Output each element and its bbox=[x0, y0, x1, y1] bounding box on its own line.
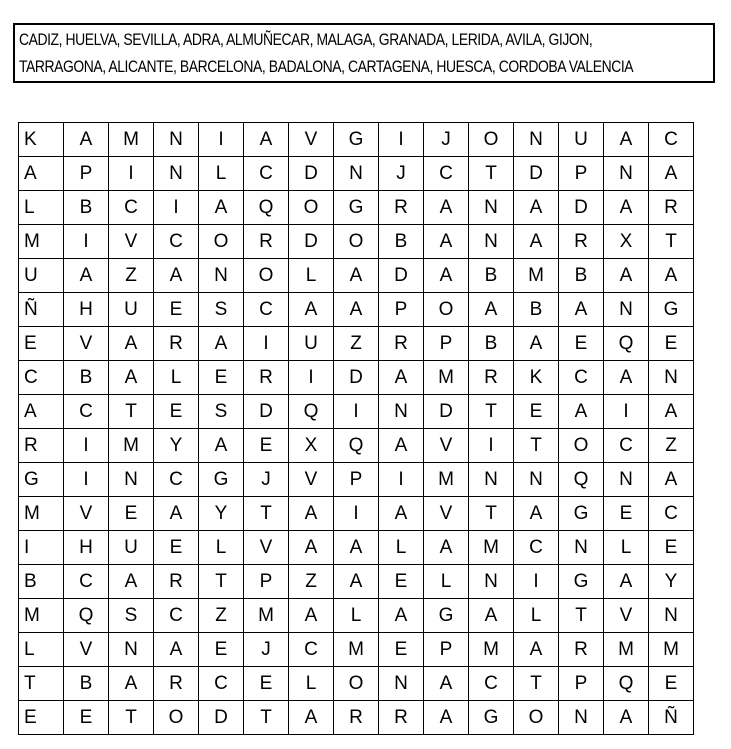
grid-cell: T bbox=[649, 225, 694, 259]
grid-cell: C bbox=[154, 463, 199, 497]
grid-cell: A bbox=[649, 463, 694, 497]
grid-row bbox=[19, 565, 694, 599]
grid-row bbox=[19, 429, 694, 463]
grid-cell: Q bbox=[334, 429, 379, 463]
grid-row bbox=[19, 463, 694, 497]
grid-cell: A bbox=[469, 599, 514, 633]
grid-cell: R bbox=[244, 225, 289, 259]
grid-cell: E bbox=[379, 565, 424, 599]
grid-cell: C bbox=[64, 565, 109, 599]
grid-cell: N bbox=[514, 463, 559, 497]
grid-cell: V bbox=[244, 531, 289, 565]
grid-cell: A bbox=[469, 293, 514, 327]
grid-cell: D bbox=[199, 701, 244, 735]
grid-cell: D bbox=[424, 395, 469, 429]
grid-cell: T bbox=[109, 701, 154, 735]
grid-cell: A bbox=[424, 667, 469, 701]
grid-row bbox=[19, 361, 694, 395]
grid-cell: C bbox=[604, 429, 649, 463]
grid-cell: A bbox=[424, 531, 469, 565]
grid-cell: E bbox=[19, 701, 64, 735]
grid-cell: K bbox=[514, 361, 559, 395]
grid-cell: M bbox=[514, 259, 559, 293]
grid-cell: O bbox=[334, 667, 379, 701]
grid-cell: L bbox=[154, 361, 199, 395]
grid-cell: A bbox=[424, 259, 469, 293]
grid-cell: A bbox=[424, 191, 469, 225]
grid-cell: G bbox=[469, 701, 514, 735]
grid-cell: V bbox=[604, 599, 649, 633]
grid-cell: N bbox=[379, 667, 424, 701]
grid-row bbox=[19, 701, 694, 735]
grid-cell: R bbox=[469, 361, 514, 395]
grid-cell: C bbox=[289, 633, 334, 667]
grid-cell: N bbox=[334, 157, 379, 191]
grid-cell: C bbox=[424, 157, 469, 191]
grid-cell: A bbox=[604, 191, 649, 225]
grid-cell: Z bbox=[334, 327, 379, 361]
grid-cell: T bbox=[514, 429, 559, 463]
grid-cell: L bbox=[424, 565, 469, 599]
grid-cell: A bbox=[604, 701, 649, 735]
grid-cell: A bbox=[154, 633, 199, 667]
grid-cell: O bbox=[559, 429, 604, 463]
grid-cell: C bbox=[559, 361, 604, 395]
grid-cell: A bbox=[514, 497, 559, 531]
grid-cell: A bbox=[649, 395, 694, 429]
grid-cell: R bbox=[559, 225, 604, 259]
grid-cell: A bbox=[289, 293, 334, 327]
grid-cell: X bbox=[289, 429, 334, 463]
grid-cell: E bbox=[154, 395, 199, 429]
grid-cell: A bbox=[154, 497, 199, 531]
grid-cell: N bbox=[109, 633, 154, 667]
grid-cell: L bbox=[19, 191, 64, 225]
grid-cell: A bbox=[334, 565, 379, 599]
word-search-grid bbox=[18, 122, 694, 735]
grid-cell: N bbox=[559, 701, 604, 735]
grid-cell: A bbox=[559, 395, 604, 429]
grid-cell: A bbox=[64, 123, 109, 157]
grid-cell: A bbox=[379, 429, 424, 463]
grid-cell: A bbox=[109, 361, 154, 395]
grid-cell: A bbox=[64, 259, 109, 293]
grid-cell: A bbox=[199, 327, 244, 361]
grid-cell: L bbox=[514, 599, 559, 633]
grid-cell: S bbox=[199, 395, 244, 429]
grid-cell: A bbox=[244, 123, 289, 157]
grid-row bbox=[19, 123, 694, 157]
grid-cell: O bbox=[289, 191, 334, 225]
grid-cell: E bbox=[514, 395, 559, 429]
grid-cell: I bbox=[514, 565, 559, 599]
word-list-line-1: CADIZ, HUELVA, SEVILLA, ADRA, ALMUÑECAR, MALAGA, GRANADA, LERIDA, AVILA, GIJON, bbox=[19, 31, 593, 49]
grid-cell: G bbox=[19, 463, 64, 497]
grid-cell: A bbox=[109, 327, 154, 361]
grid-cell: E bbox=[649, 667, 694, 701]
grid-cell: C bbox=[244, 157, 289, 191]
grid-cell: U bbox=[19, 259, 64, 293]
grid-cell: A bbox=[514, 633, 559, 667]
grid-cell: E bbox=[379, 633, 424, 667]
grid-cell: C bbox=[469, 667, 514, 701]
grid-cell: N bbox=[154, 157, 199, 191]
grid-cell: D bbox=[244, 395, 289, 429]
grid-cell: O bbox=[514, 701, 559, 735]
grid-cell: N bbox=[649, 361, 694, 395]
grid-cell: U bbox=[109, 531, 154, 565]
grid-cell: E bbox=[64, 701, 109, 735]
grid-cell: A bbox=[559, 293, 604, 327]
grid-cell: G bbox=[334, 191, 379, 225]
grid-cell: U bbox=[109, 293, 154, 327]
grid-cell: E bbox=[604, 497, 649, 531]
grid-cell: Y bbox=[154, 429, 199, 463]
grid-cell: E bbox=[199, 361, 244, 395]
grid-cell: D bbox=[379, 259, 424, 293]
grid-cell: A bbox=[604, 565, 649, 599]
grid-cell: P bbox=[244, 565, 289, 599]
grid-cell: G bbox=[649, 293, 694, 327]
grid-cell: I bbox=[64, 429, 109, 463]
grid-cell: A bbox=[199, 191, 244, 225]
grid-cell: V bbox=[289, 463, 334, 497]
grid-cell: E bbox=[244, 429, 289, 463]
grid-cell: E bbox=[199, 633, 244, 667]
grid-cell: B bbox=[64, 361, 109, 395]
grid-cell: M bbox=[109, 123, 154, 157]
grid-cell: P bbox=[559, 157, 604, 191]
grid-cell: Q bbox=[604, 327, 649, 361]
grid-cell: M bbox=[424, 361, 469, 395]
grid-cell: T bbox=[109, 395, 154, 429]
grid-cell: R bbox=[154, 667, 199, 701]
grid-cell: M bbox=[649, 633, 694, 667]
grid-cell: Q bbox=[64, 599, 109, 633]
grid-cell: A bbox=[109, 565, 154, 599]
grid-cell: L bbox=[334, 599, 379, 633]
grid-cell: A bbox=[289, 701, 334, 735]
grid-cell: A bbox=[379, 599, 424, 633]
grid-row bbox=[19, 191, 694, 225]
grid-cell: J bbox=[244, 463, 289, 497]
grid-cell: Z bbox=[109, 259, 154, 293]
grid-cell: D bbox=[559, 191, 604, 225]
grid-cell: G bbox=[424, 599, 469, 633]
grid-cell: D bbox=[289, 157, 334, 191]
grid-cell: L bbox=[19, 633, 64, 667]
grid-cell: I bbox=[604, 395, 649, 429]
grid-row bbox=[19, 667, 694, 701]
grid-cell: A bbox=[334, 293, 379, 327]
grid-cell: I bbox=[64, 225, 109, 259]
grid-cell: R bbox=[154, 565, 199, 599]
grid-cell: I bbox=[334, 395, 379, 429]
grid-cell: R bbox=[154, 327, 199, 361]
grid-cell: C bbox=[649, 497, 694, 531]
grid-cell: T bbox=[244, 701, 289, 735]
grid-cell: T bbox=[469, 497, 514, 531]
grid-cell: G bbox=[559, 565, 604, 599]
grid-cell: R bbox=[379, 191, 424, 225]
grid-cell: C bbox=[199, 667, 244, 701]
grid-cell: R bbox=[559, 633, 604, 667]
grid-row bbox=[19, 633, 694, 667]
grid-cell: A bbox=[379, 361, 424, 395]
grid-cell: J bbox=[379, 157, 424, 191]
grid-cell: V bbox=[64, 497, 109, 531]
grid-cell: A bbox=[199, 429, 244, 463]
grid-cell: J bbox=[244, 633, 289, 667]
grid-cell: O bbox=[154, 701, 199, 735]
grid-cell: V bbox=[64, 633, 109, 667]
grid-cell: C bbox=[154, 225, 199, 259]
grid-cell: E bbox=[154, 531, 199, 565]
grid-cell: M bbox=[19, 225, 64, 259]
grid-cell: E bbox=[559, 327, 604, 361]
grid-cell: D bbox=[514, 157, 559, 191]
grid-cell: Z bbox=[649, 429, 694, 463]
grid-cell: I bbox=[64, 463, 109, 497]
grid-cell: N bbox=[154, 123, 199, 157]
grid-cell: L bbox=[199, 531, 244, 565]
grid-cell: A bbox=[604, 123, 649, 157]
grid-cell: R bbox=[649, 191, 694, 225]
grid-row bbox=[19, 225, 694, 259]
grid-row bbox=[19, 259, 694, 293]
grid-cell: S bbox=[109, 599, 154, 633]
grid-cell: B bbox=[559, 259, 604, 293]
grid-cell: Ñ bbox=[649, 701, 694, 735]
grid-cell: L bbox=[604, 531, 649, 565]
grid-cell: B bbox=[379, 225, 424, 259]
grid-cell: N bbox=[469, 463, 514, 497]
grid-cell: O bbox=[424, 293, 469, 327]
grid-cell: I bbox=[19, 531, 64, 565]
grid-cell: N bbox=[604, 157, 649, 191]
grid-row bbox=[19, 395, 694, 429]
grid-cell: R bbox=[334, 701, 379, 735]
grid-cell: G bbox=[334, 123, 379, 157]
grid-cell: N bbox=[109, 463, 154, 497]
grid-row bbox=[19, 157, 694, 191]
grid-cell: E bbox=[109, 497, 154, 531]
grid-cell: N bbox=[469, 225, 514, 259]
grid-cell: A bbox=[19, 395, 64, 429]
grid-cell: O bbox=[199, 225, 244, 259]
grid-cell: N bbox=[604, 463, 649, 497]
grid-cell: N bbox=[514, 123, 559, 157]
grid-cell: I bbox=[199, 123, 244, 157]
grid-cell: A bbox=[19, 157, 64, 191]
grid-cell: C bbox=[109, 191, 154, 225]
grid-cell: I bbox=[469, 429, 514, 463]
grid-cell: R bbox=[19, 429, 64, 463]
grid-cell: A bbox=[604, 259, 649, 293]
grid-cell: G bbox=[199, 463, 244, 497]
grid-row bbox=[19, 497, 694, 531]
grid-cell: C bbox=[19, 361, 64, 395]
grid-cell: H bbox=[64, 531, 109, 565]
grid-cell: A bbox=[334, 259, 379, 293]
grid-cell: L bbox=[379, 531, 424, 565]
grid-cell: A bbox=[424, 701, 469, 735]
grid-cell: V bbox=[64, 327, 109, 361]
grid-cell: U bbox=[559, 123, 604, 157]
grid-cell: A bbox=[649, 259, 694, 293]
grid-cell: B bbox=[64, 191, 109, 225]
grid-cell: M bbox=[109, 429, 154, 463]
grid-cell: M bbox=[424, 463, 469, 497]
grid-cell: A bbox=[649, 157, 694, 191]
word-list-box bbox=[13, 23, 715, 83]
grid-cell: E bbox=[649, 531, 694, 565]
grid-cell: A bbox=[379, 497, 424, 531]
grid-cell: M bbox=[469, 531, 514, 565]
grid-cell: R bbox=[379, 701, 424, 735]
grid-cell: A bbox=[514, 327, 559, 361]
grid-cell: E bbox=[19, 327, 64, 361]
grid-cell: B bbox=[64, 667, 109, 701]
grid-cell: A bbox=[289, 531, 334, 565]
grid-cell: T bbox=[19, 667, 64, 701]
grid-cell: T bbox=[514, 667, 559, 701]
grid-cell: M bbox=[244, 599, 289, 633]
grid-cell: Y bbox=[199, 497, 244, 531]
grid-cell: M bbox=[19, 599, 64, 633]
grid-cell: A bbox=[289, 599, 334, 633]
grid-cell: N bbox=[604, 293, 649, 327]
word-list-line-2: TARRAGONA, ALICANTE, BARCELONA, BADALONA, CARTAGENA, HUESCA, CORDOBA VALENCIA bbox=[19, 58, 634, 76]
grid-cell: O bbox=[334, 225, 379, 259]
grid-cell: V bbox=[424, 497, 469, 531]
grid-cell: P bbox=[559, 667, 604, 701]
grid-cell: T bbox=[469, 395, 514, 429]
grid-cell: C bbox=[154, 599, 199, 633]
grid-cell: A bbox=[604, 361, 649, 395]
grid-cell: I bbox=[334, 497, 379, 531]
grid-cell: R bbox=[244, 361, 289, 395]
grid-cell: C bbox=[244, 293, 289, 327]
grid-cell: N bbox=[649, 599, 694, 633]
grid-cell: A bbox=[109, 667, 154, 701]
grid-cell: Q bbox=[289, 395, 334, 429]
grid-row bbox=[19, 599, 694, 633]
grid-cell: Z bbox=[289, 565, 334, 599]
grid-cell: C bbox=[649, 123, 694, 157]
grid-cell: T bbox=[559, 599, 604, 633]
grid-cell: N bbox=[379, 395, 424, 429]
grid-cell: J bbox=[424, 123, 469, 157]
grid-cell: V bbox=[424, 429, 469, 463]
grid-cell: I bbox=[379, 463, 424, 497]
grid-cell: A bbox=[154, 259, 199, 293]
grid-cell: G bbox=[559, 497, 604, 531]
grid-cell: B bbox=[514, 293, 559, 327]
grid-cell: I bbox=[289, 361, 334, 395]
grid-cell: A bbox=[334, 531, 379, 565]
grid-cell: O bbox=[244, 259, 289, 293]
grid-cell: N bbox=[199, 259, 244, 293]
grid-cell: T bbox=[199, 565, 244, 599]
grid-cell: P bbox=[64, 157, 109, 191]
grid-cell: B bbox=[19, 565, 64, 599]
grid-cell: B bbox=[469, 327, 514, 361]
grid-cell: I bbox=[244, 327, 289, 361]
grid-cell: I bbox=[109, 157, 154, 191]
grid-cell: L bbox=[199, 157, 244, 191]
grid-cell: L bbox=[289, 667, 334, 701]
grid-cell: B bbox=[469, 259, 514, 293]
grid-cell: K bbox=[19, 123, 64, 157]
grid-cell: C bbox=[514, 531, 559, 565]
grid-cell: M bbox=[334, 633, 379, 667]
grid-cell: T bbox=[469, 157, 514, 191]
grid-cell: A bbox=[424, 225, 469, 259]
grid-cell: U bbox=[289, 327, 334, 361]
grid-cell: E bbox=[244, 667, 289, 701]
grid-cell: P bbox=[379, 293, 424, 327]
grid-cell: Q bbox=[244, 191, 289, 225]
grid-cell: M bbox=[469, 633, 514, 667]
grid-cell: Ñ bbox=[19, 293, 64, 327]
grid-cell: P bbox=[424, 633, 469, 667]
grid-cell: P bbox=[334, 463, 379, 497]
grid-cell: L bbox=[289, 259, 334, 293]
grid-cell: Z bbox=[199, 599, 244, 633]
grid-cell: I bbox=[379, 123, 424, 157]
grid-cell: Q bbox=[604, 667, 649, 701]
grid-cell: Q bbox=[559, 463, 604, 497]
grid-cell: N bbox=[559, 531, 604, 565]
grid-cell: E bbox=[649, 327, 694, 361]
grid-cell: A bbox=[514, 191, 559, 225]
grid-cell: M bbox=[604, 633, 649, 667]
grid-cell: P bbox=[424, 327, 469, 361]
grid-row bbox=[19, 531, 694, 565]
grid-cell: I bbox=[154, 191, 199, 225]
grid-cell: X bbox=[604, 225, 649, 259]
grid-cell: D bbox=[334, 361, 379, 395]
grid-cell: O bbox=[469, 123, 514, 157]
grid-cell: E bbox=[154, 293, 199, 327]
grid-cell: N bbox=[469, 191, 514, 225]
grid-cell: R bbox=[379, 327, 424, 361]
grid-row bbox=[19, 327, 694, 361]
grid-cell: C bbox=[64, 395, 109, 429]
grid-cell: V bbox=[289, 123, 334, 157]
grid-cell: N bbox=[469, 565, 514, 599]
grid-cell: A bbox=[514, 225, 559, 259]
grid-row bbox=[19, 293, 694, 327]
grid-cell: Y bbox=[649, 565, 694, 599]
grid-cell: V bbox=[109, 225, 154, 259]
grid-cell: T bbox=[244, 497, 289, 531]
grid-cell: D bbox=[289, 225, 334, 259]
grid-cell: S bbox=[199, 293, 244, 327]
grid-cell: M bbox=[19, 497, 64, 531]
grid-cell: A bbox=[289, 497, 334, 531]
grid-cell: H bbox=[64, 293, 109, 327]
